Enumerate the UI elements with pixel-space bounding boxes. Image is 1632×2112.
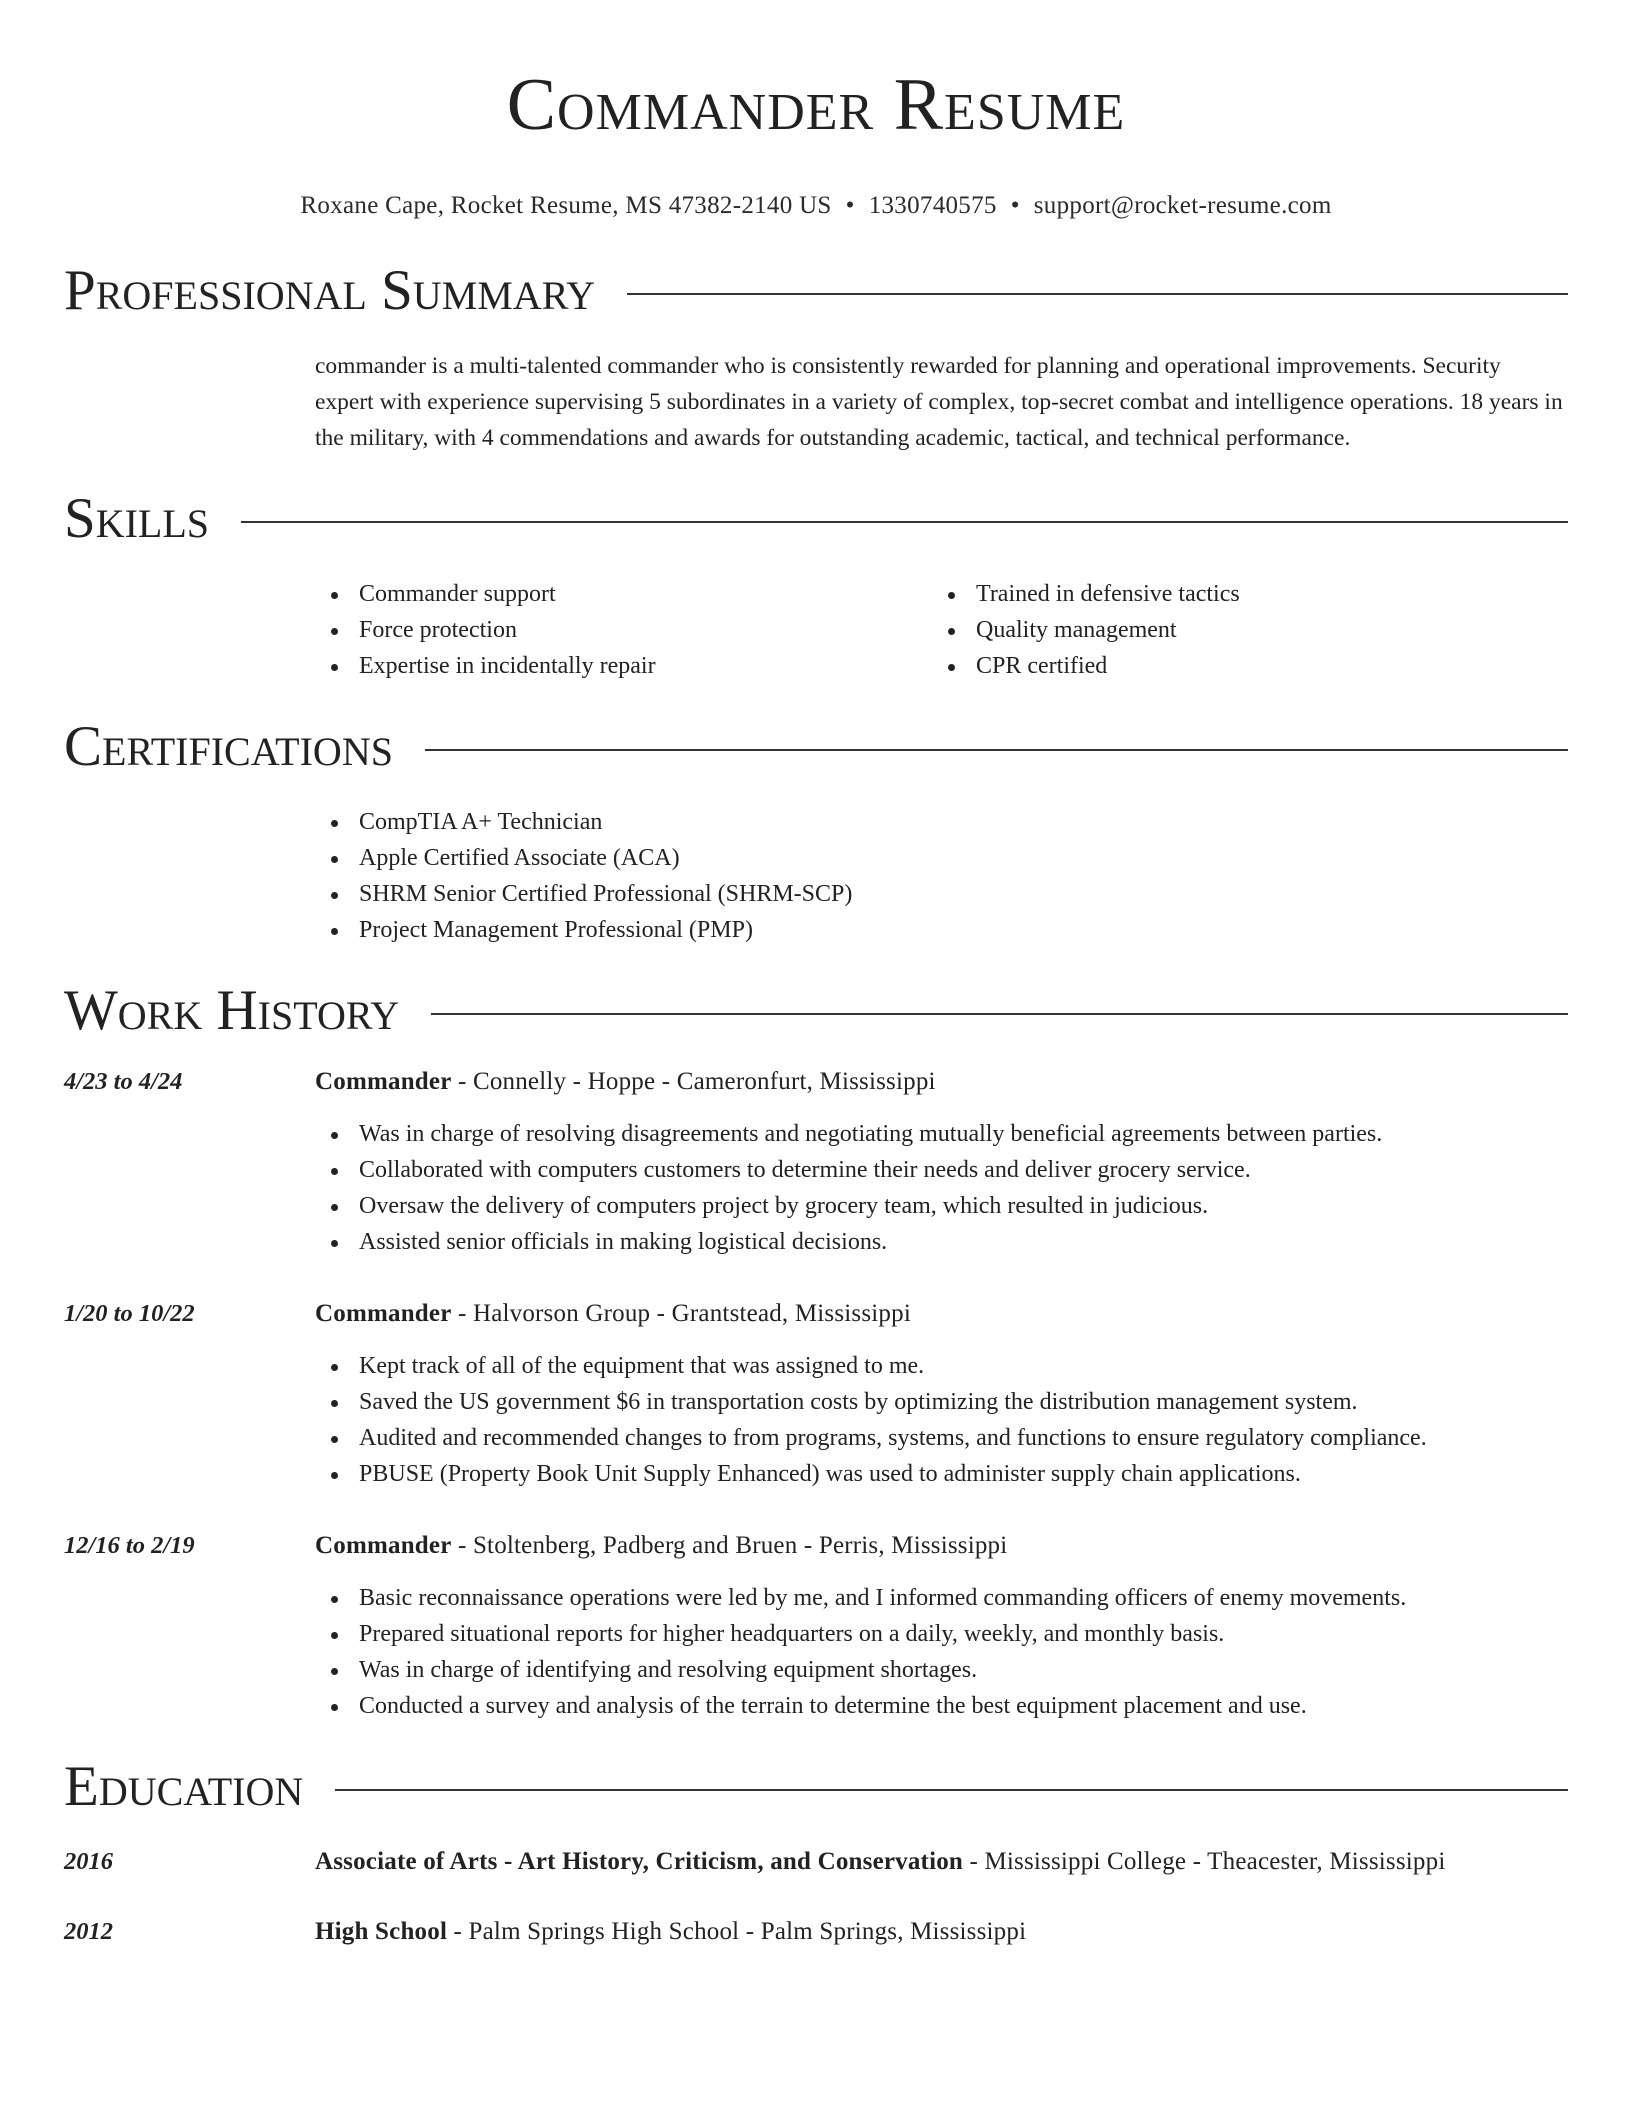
skill-item: Commander support [315, 576, 932, 612]
skills-column-right [932, 576, 1549, 684]
contact-line [64, 190, 1568, 222]
job-heading [315, 1296, 1568, 1332]
education-heading-line [315, 1844, 1445, 1880]
certification-item: CompTIA A+ Technician [315, 804, 1568, 840]
certifications-heading: Certifications [64, 715, 393, 778]
section-divider [241, 521, 1568, 523]
skills-section-header [64, 484, 1568, 554]
summary-section-header [64, 256, 1568, 326]
certification-item: Apple Certified Associate (ACA) [315, 840, 1568, 876]
job-company: - Stoltenberg, Padberg and Bruen - Perris, Mississippi [451, 1532, 1008, 1559]
job-entry [64, 1528, 1568, 1724]
job-duty: Oversaw the delivery of computers project by grocery team, which resulted in judicious. [315, 1188, 1568, 1224]
section-divider [425, 749, 1568, 751]
section-divider [627, 293, 1568, 295]
certifications-section-header [64, 712, 1568, 782]
job-duty: Prepared situational reports for higher headquarters on a daily, weekly, and monthly basis. [315, 1616, 1568, 1652]
skill-item: Force protection [315, 612, 932, 648]
job-company: - Halvorson Group - Grantstead, Mississippi [451, 1300, 911, 1327]
skills-list [315, 576, 1568, 684]
job-duty: Audited and recommended changes to from programs, systems, and functions to ensure regulatory compliance. [315, 1420, 1568, 1456]
section-divider [431, 1013, 1568, 1015]
skills-heading: Skills [64, 487, 210, 550]
job-entry [64, 1296, 1568, 1492]
education-degree: Associate of Arts - Art History, Criticism, and Conservation [315, 1848, 964, 1875]
skill-item: Quality management [932, 612, 1549, 648]
job-duty: Saved the US government $6 in transportation costs by optimizing the distribution management system. [315, 1384, 1568, 1420]
job-title: Commander [315, 1068, 452, 1095]
job-duties [315, 1348, 1568, 1492]
section-divider [335, 1789, 1568, 1791]
job-heading [315, 1064, 1568, 1100]
education-entry [64, 1844, 1568, 1880]
contact-phone: 1330740575 [868, 192, 997, 219]
job-duty: Assisted senior officials in making logistical decisions. [315, 1224, 1568, 1260]
job-duty: Conducted a survey and analysis of the terrain to determine the best equipment placement and use. [315, 1688, 1568, 1724]
job-heading [315, 1528, 1568, 1564]
skill-item: CPR certified [932, 648, 1549, 684]
education-section-header [64, 1752, 1568, 1822]
skill-item: Expertise in incidentally repair [315, 648, 932, 684]
education-year: 2012 [64, 1918, 113, 1945]
education-degree: High School [315, 1918, 448, 1945]
skills-column-left [315, 576, 932, 684]
job-duty: Kept track of all of the equipment that was assigned to me. [315, 1348, 1568, 1384]
job-duty: Collaborated with computers customers to determine their needs and deliver grocery service. [315, 1152, 1568, 1188]
job-dates: 4/23 to 4/24 [64, 1068, 183, 1095]
job-title: Commander [315, 1532, 452, 1559]
job-duty: Basic reconnaissance operations were led by me, and I informed commanding officers of enemy movements. [315, 1580, 1568, 1616]
resume-page [64, 0, 1568, 1950]
job-dates: 1/20 to 10/22 [64, 1300, 195, 1327]
contact-address: Roxane Cape, Rocket Resume, MS 47382-2140 US [300, 192, 832, 219]
job-duties [315, 1580, 1568, 1724]
contact-separator: • [845, 192, 855, 219]
resume-title: Commander Resume [506, 64, 1126, 146]
education-school: - Palm Springs High School - Palm Springs, Mississippi [447, 1918, 1027, 1945]
education-heading-line [315, 1914, 1026, 1950]
education-heading: Education [64, 1755, 304, 1818]
summary-text: commander is a multi-talented commander who is consistently rewarded for planning and operational improvements. Security expert with experience supervising 5 subordinates in a variety of complex, top-secret combat and intelligence operations. 18 years in the military, with 4 commendations and awards for outstanding academic, tactical, and technical performance. [315, 353, 1563, 451]
certification-item: Project Management Professional (PMP) [315, 912, 1568, 948]
job-duty: Was in charge of resolving disagreements and negotiating mutually beneficial agreements between parties. [315, 1116, 1568, 1152]
certifications-list [315, 804, 1568, 948]
contact-email: support@rocket-resume.com [1033, 192, 1332, 219]
certification-item: SHRM Senior Certified Professional (SHRM-SCP) [315, 876, 1568, 912]
job-dates: 12/16 to 2/19 [64, 1532, 195, 1559]
work-history-heading: Work History [64, 979, 400, 1042]
job-duties [315, 1116, 1568, 1260]
job-duty: Was in charge of identifying and resolving equipment shortages. [315, 1652, 1568, 1688]
education-school: - Mississippi College - Theacester, Mississippi [963, 1848, 1446, 1875]
job-title: Commander [315, 1300, 452, 1327]
skill-item: Trained in defensive tactics [932, 576, 1549, 612]
summary-heading: Professional Summary [64, 259, 596, 322]
education-entry [64, 1914, 1568, 1950]
job-duty: PBUSE (Property Book Unit Supply Enhanced) was used to administer supply chain applications. [315, 1456, 1568, 1492]
education-year: 2016 [64, 1848, 113, 1875]
contact-separator: • [1010, 192, 1020, 219]
work-history-section-header [64, 976, 1568, 1046]
job-company: - Connelly - Hoppe - Cameronfurt, Mississippi [451, 1068, 936, 1095]
job-entry [64, 1064, 1568, 1260]
